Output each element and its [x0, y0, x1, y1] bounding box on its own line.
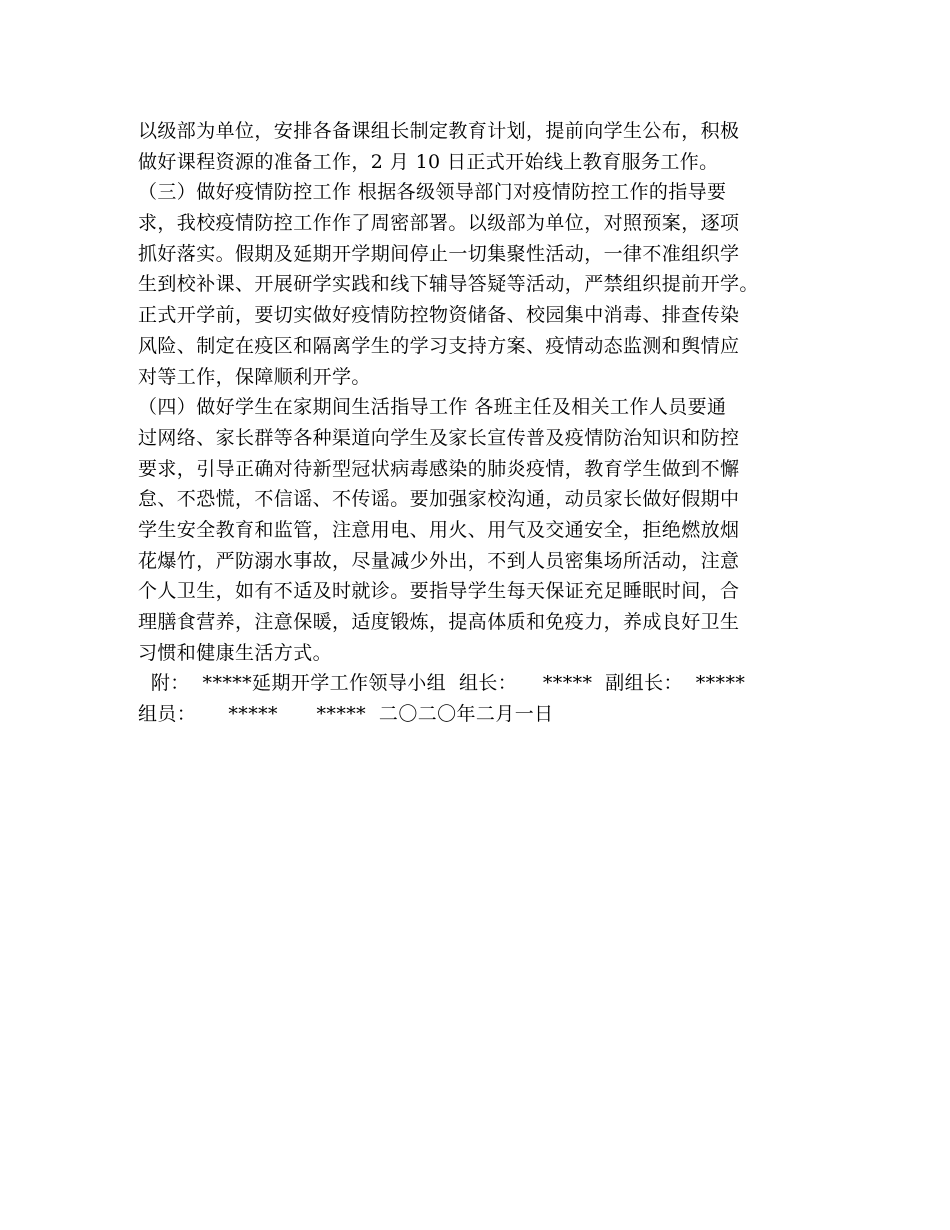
text-line: 风险、制定在疫区和隔离学生的学习支持方案、疫情动态监测和舆情应 — [138, 334, 740, 357]
text-line: 理膳食营养，注意保暖，适度锻炼，提高体质和免疫力，养成良好卫生 — [138, 611, 740, 633]
section-heading-line: （四）做好学生在家期间生活指导工作 各班主任及相关工作人员要通 — [138, 396, 727, 419]
text-line: 正式开学前，要切实做好疫情防控物资储备、校园集中消毒、排查传染 — [138, 304, 740, 327]
text-line: 以级部为单位，安排各备课组长制定教育计划，提前向学生公布，积极 — [138, 120, 740, 142]
text-line: 要求，引导正确对待新型冠状病毒感染的肺炎疫情，教育学生做到不懈 — [138, 457, 740, 480]
text-line: 个人卫生，如有不适及时就诊。要指导学生每天保证充足睡眠时间，合 — [138, 580, 740, 603]
text-line: 对等工作，保障顺利开学。 — [138, 365, 371, 388]
appendix-line: 附： *****延期开学工作领导小组 组长： ***** 副组长： ***** — [138, 672, 746, 695]
text-line: 花爆竹，严防溺水事故，尽量减少外出，不到人员密集场所活动，注意 — [138, 549, 740, 572]
text-line: 生到校补课、开展研学实践和线下辅导答疑等活动，严禁组织提前开学。 — [138, 273, 759, 296]
text-line: 求，我校疫情防控工作作了周密部署。以级部为单位，对照预案，逐项 — [138, 212, 740, 235]
members-date-line: 组员： ***** ***** 二〇二〇年二月一日 — [138, 703, 554, 726]
text-line: 怠、不恐慌，不信谣、不传谣。要加强家校沟通，动员家长做好假期中 — [138, 488, 740, 511]
section-heading-line: （三）做好疫情防控工作 根据各级领导部门对疫情防控工作的指导要 — [138, 181, 727, 204]
text-line: 学生安全教育和监管，注意用电、用火、用气及交通安全，拒绝燃放烟 — [138, 518, 740, 541]
text-line: 过网络、家长群等各种渠道向学生及家长宣传普及疫情防治知识和防控 — [138, 426, 740, 449]
text-line: 抓好落实。假期及延期开学期间停止一切集聚性活动，一律不准组织学 — [138, 242, 740, 265]
document-body — [138, 116, 828, 730]
text-line: 习惯和健康生活方式。 — [138, 641, 333, 664]
text-line: 做好课程资源的准备工作，2 月 10 日正式开始线上教育服务工作。 — [138, 150, 719, 173]
